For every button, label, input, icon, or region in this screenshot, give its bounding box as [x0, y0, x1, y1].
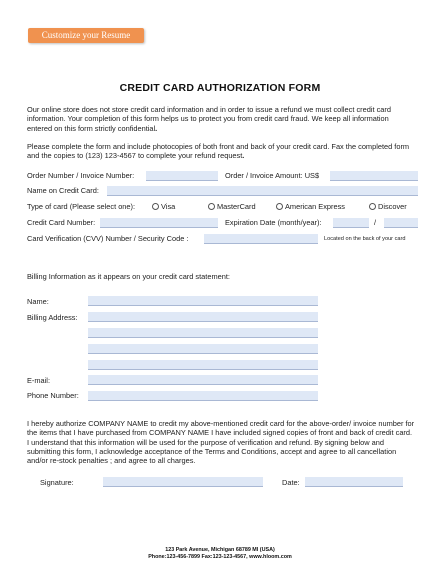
order-amount-label: Order / Invoice Amount: US$ — [225, 171, 320, 180]
instructions-paragraph — [27, 142, 411, 161]
signature-label: Signature: — [40, 478, 74, 487]
email-field[interactable] — [88, 375, 318, 385]
cvv-field[interactable] — [204, 234, 318, 244]
exp-month-field[interactable] — [333, 218, 369, 228]
card-number-field[interactable] — [100, 218, 218, 228]
card-number-label: Credit Card Number: — [27, 218, 96, 227]
billing-address-line-2[interactable] — [88, 328, 318, 338]
amex-radio[interactable] — [276, 203, 283, 210]
exp-year-field[interactable] — [384, 218, 418, 228]
intro-text: Our online store does not store credit card information and in order to issue a refund we must collect credit card information. Your completion of this form helps us to protect you from credit card fraud. We keep all information entered on this form strictly confidential — [27, 105, 391, 133]
card-type-discover[interactable] — [369, 202, 407, 211]
phone-field[interactable] — [88, 391, 318, 401]
name-on-card-label: Name on Credit Card: — [27, 186, 99, 195]
billing-name-label: Name: — [27, 297, 49, 306]
card-type-amex[interactable] — [276, 202, 345, 211]
card-type-label: Type of card (Please select one): — [27, 202, 136, 211]
intro-period: . — [155, 123, 158, 133]
visa-label: Visa — [161, 202, 176, 211]
page-title: CREDIT CARD AUTHORIZATION FORM — [119, 82, 321, 94]
signature-field[interactable] — [103, 477, 263, 487]
date-label: Date: — [282, 478, 300, 487]
billing-address-line-3[interactable] — [88, 344, 318, 354]
mastercard-label: MasterCard — [217, 202, 256, 211]
instructions-text: Please complete the form and include photocopies of both front and back of your credit card. Fax the completed form and the copies to (123) 123-4567 to complete your refund request — [27, 142, 410, 161]
phone-label: Phone Number: — [27, 391, 79, 400]
discover-radio[interactable] — [369, 203, 376, 210]
order-number-field[interactable] — [146, 171, 218, 181]
date-field[interactable] — [305, 477, 403, 487]
order-amount-field[interactable] — [330, 171, 418, 181]
authorization-paragraph: I hereby authorize COMPANY NAME to credit my above-mentioned credit card for the above-order/ invoice number for the items that I have purchased from COMPANY NAME I have included signed copies of front and back of credit card. I understand that this information will be used for the purpose of verification and refund. By signing below and submitting this form, I acknowledge acceptance of the Terms and Conditions, accept and agree to all cancellation and/or re-stock penalties ; and agree to all charges. — [27, 419, 415, 466]
footer-contact: Phone:123-456-7899 Fax:123-123-4567, www.hloom.com — [148, 554, 292, 560]
order-number-label: Order Number / Invoice Number: — [27, 171, 135, 180]
card-type-visa[interactable] — [152, 202, 175, 211]
name-on-card-field[interactable] — [107, 186, 418, 196]
billing-address-label: Billing Address: — [27, 313, 78, 322]
card-type-mastercard[interactable] — [208, 202, 256, 211]
expiration-separator: / — [374, 218, 377, 227]
cvv-label: Card Verification (CVV) Number / Security Code : — [27, 234, 189, 243]
amex-label: American Express — [285, 202, 345, 211]
visa-radio[interactable] — [152, 203, 159, 210]
email-label: E-mail: — [27, 376, 50, 385]
mastercard-radio[interactable] — [208, 203, 215, 210]
billing-heading: Billing Information as it appears on your credit card statement: — [27, 272, 230, 281]
footer-address: 123 Park Avenue, Michigan 68789 MI (USA) — [165, 547, 275, 553]
cvv-location-note: Located on the back of your card — [324, 236, 406, 242]
instructions-period: . — [242, 151, 245, 161]
customize-resume-button[interactable]: Customize your Resume — [28, 28, 144, 43]
billing-address-line-1[interactable] — [88, 312, 318, 322]
expiration-label: Expiration Date (month/year): — [225, 218, 322, 227]
billing-address-line-4[interactable] — [88, 360, 318, 370]
discover-label: Discover — [378, 202, 407, 211]
intro-paragraph — [27, 105, 411, 133]
billing-name-field[interactable] — [88, 296, 318, 306]
